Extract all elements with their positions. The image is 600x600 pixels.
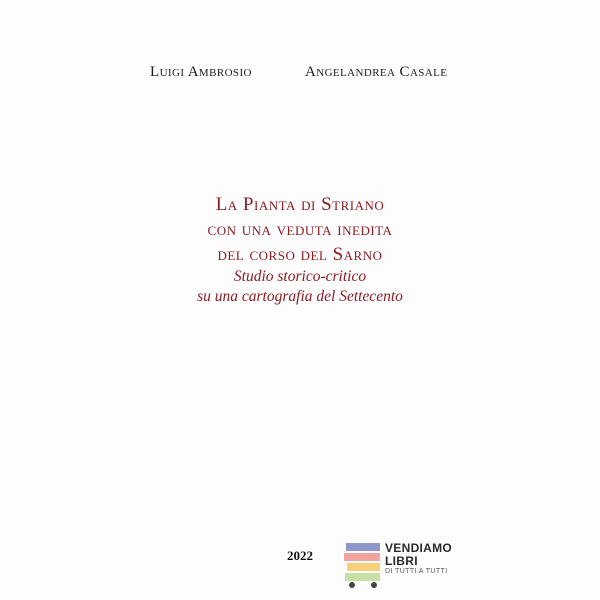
book-stripe-2 (344, 553, 380, 561)
title-line-3: del corso del Sarno (217, 244, 383, 265)
logo-text-vendiamo: VENDIAMO (385, 541, 453, 555)
subtitle-line-2: su una cartografia del Settecento (197, 288, 403, 305)
author-2: Angelandrea Casale (305, 64, 448, 80)
author-1: Luigi Ambrosio (150, 64, 252, 80)
publication-year: 2022 (287, 548, 313, 563)
book-stripe-4 (345, 573, 380, 581)
title-block (0, 192, 600, 307)
subtitle-line-1: Studio storico-critico (233, 268, 367, 285)
book-stack-icon (344, 540, 386, 590)
book-stripe-1 (346, 543, 380, 551)
cart-wheel-right (371, 582, 377, 588)
title-line-1: La Pianta di Striano (215, 194, 385, 215)
publisher-logo (344, 540, 464, 590)
book-stripe-3 (347, 563, 380, 571)
cart-wheel-left (349, 582, 355, 588)
title-line-2: con una veduta inedita (207, 219, 393, 240)
logo-text-libri: LIBRI (385, 554, 418, 568)
logo-tagline: DI TUTTI A TUTTI (385, 568, 448, 575)
